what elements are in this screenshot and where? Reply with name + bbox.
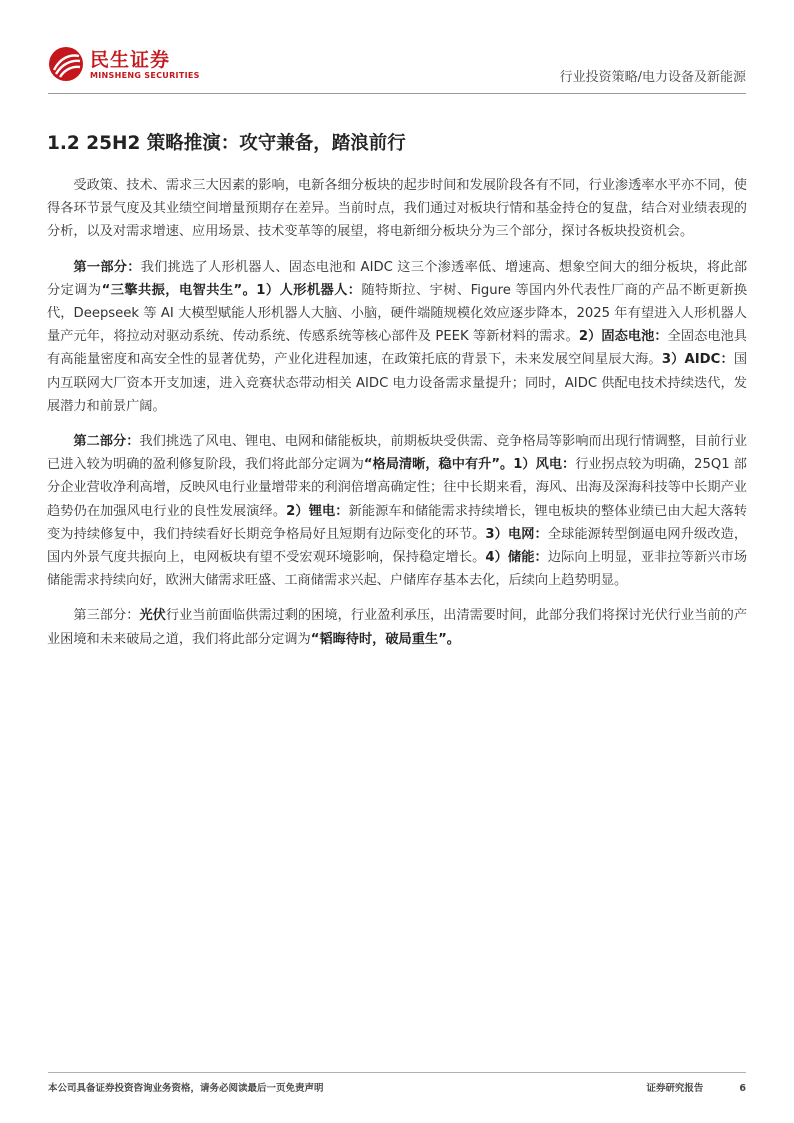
- robot-text: 随特斯拉、宇树、Figure 等国内外代表性厂商的产品不断更新换代，Deepseek 等 AI 大模型赋能人形机器人大脑、小脑，硬件端随规模化效应逐步降本，2025 年有望进入人形机器人量产元年，将拉动对驱动系统、传动系统、传感系统等核心部件及 PEEK 等新材料的需求。: [47, 282, 748, 345]
- page-number: 6: [739, 1083, 746, 1094]
- part-three-slogan: “韬晦待时，破局重生”。: [310, 631, 460, 647]
- lithium-text: 新能源车和储能需求持续增长，锂电板块的整体业绩已由大起大落转变为持续修复中，我们持续看好长期竞争格局好且短期有边际变化的环节。: [47, 503, 748, 542]
- aidc-text: 国内互联网大厂资本开支加速，进入竞赛状态带动相关 AIDC 电力设备需求量提升；同时，AIDC 供配电技术持续迭代，发展潜力和前景广阔。: [47, 352, 747, 414]
- part-one-paragraph: [47, 256, 747, 418]
- footer-meta: [610, 1080, 746, 1094]
- part-two-text: 我们挑选了风电、锂电、电网和储能板块，前期板块受供需、竞争格局等影响而出现行情调整，目前行业已进入较为明确的盈利修复阶段，我们将此部分定调为: [47, 434, 748, 473]
- footer-disclaimer: 本公司具备证券投资咨询业务资格，请务必阅读最后一页免责声明: [48, 1083, 324, 1094]
- page-header: [48, 44, 746, 92]
- storage-heading: 4）储能：: [485, 550, 548, 566]
- part-two-paragraph: [47, 430, 747, 592]
- grid-text: 全球能源转型倒逼电网升级改造，国内外景气度共振向上，电网板块有望不受宏观环境影响，保持稳定增长。: [47, 526, 748, 566]
- wind-text: 行业拐点较为明确，25Q1 部分企业营收净利高增，反映风电行业量增带来的利润倍增高确定性；往中长期来看，海风、出海及深海科技等中长期产业趋势仍在加强风电行业的良性发展演绎。: [47, 457, 747, 519]
- minsheng-logo-icon: [48, 46, 84, 82]
- logo-text-cn: 民生证券: [90, 49, 171, 71]
- company-logo: [48, 44, 228, 88]
- storage-text: 边际向上明显，亚非拉等新兴市场储能需求持续向好，欧洲大储需求旺盛、工商储需求兴起、户储库存基本去化，后续向上趋势明显。: [47, 550, 748, 589]
- part-three-paragraph: [47, 604, 747, 650]
- grid-heading: 3）电网：: [485, 526, 548, 542]
- logo-text-en: MINSHENG SECURITIES: [90, 71, 200, 80]
- part-two-slogan: “格局清晰，稳中有升”。1）风电：: [363, 457, 576, 473]
- part-two-lead: 第二部分：: [73, 434, 140, 450]
- part-one-lead: 第一部分：: [73, 259, 141, 275]
- solid-battery-heading: 2）固态电池：: [578, 329, 668, 345]
- lithium-heading: 2）锂电：: [286, 503, 349, 519]
- part-one-slogan: “三擎共振，电智共生”。1）人形机器人：: [101, 282, 362, 298]
- pv-text: 行业当前面临供需过剩的困境，行业盈利承压，出清需要时间，此部分我们将探讨光伏行业当前的产业困境和未来破局之道，我们将此部分定调为: [47, 608, 748, 647]
- header-divider: [48, 93, 746, 94]
- intro-paragraph: 受政策、技术、需求三大因素的影响，电新各细分板块的起步时间和发展阶段各有不同，行业渗透率水平亦不同，使得各环节景气度及其业绩空间增量预期存在差异。当前时点，我们通过对板块行情和基金持仓的复盘，结合对业绩表现的分析，以及对需求增速、应用场景、技术变革等的展望，将电新细分板块分为三个部分，探讨各板块投资机会。: [47, 178, 747, 240]
- section-title: 1.2 25H2 策略推演：攻守兼备，踏浪前行: [47, 133, 406, 154]
- aidc-heading: 3）AIDC：: [661, 352, 734, 368]
- report-body: [47, 174, 747, 663]
- footer-divider: [48, 1072, 746, 1073]
- part-three-lead: 第三部分：: [73, 608, 140, 624]
- solid-battery-text: 全固态电池具有高能量密度和高安全性的显著优势，产业化进程加速，在政策托底的背景下，未来发展空间星辰大海。: [47, 329, 747, 368]
- footer-doc-type: 证券研究报告: [646, 1083, 704, 1094]
- report-category: 行业投资策略/电力设备及新能源: [559, 70, 746, 85]
- pv-heading: 光伏: [139, 608, 166, 624]
- part-one-text: 我们挑选了人形机器人、固态电池和 AIDC 这三个渗透率低、增速高、想象空间大的细分板块，将此部分定调为: [47, 259, 748, 298]
